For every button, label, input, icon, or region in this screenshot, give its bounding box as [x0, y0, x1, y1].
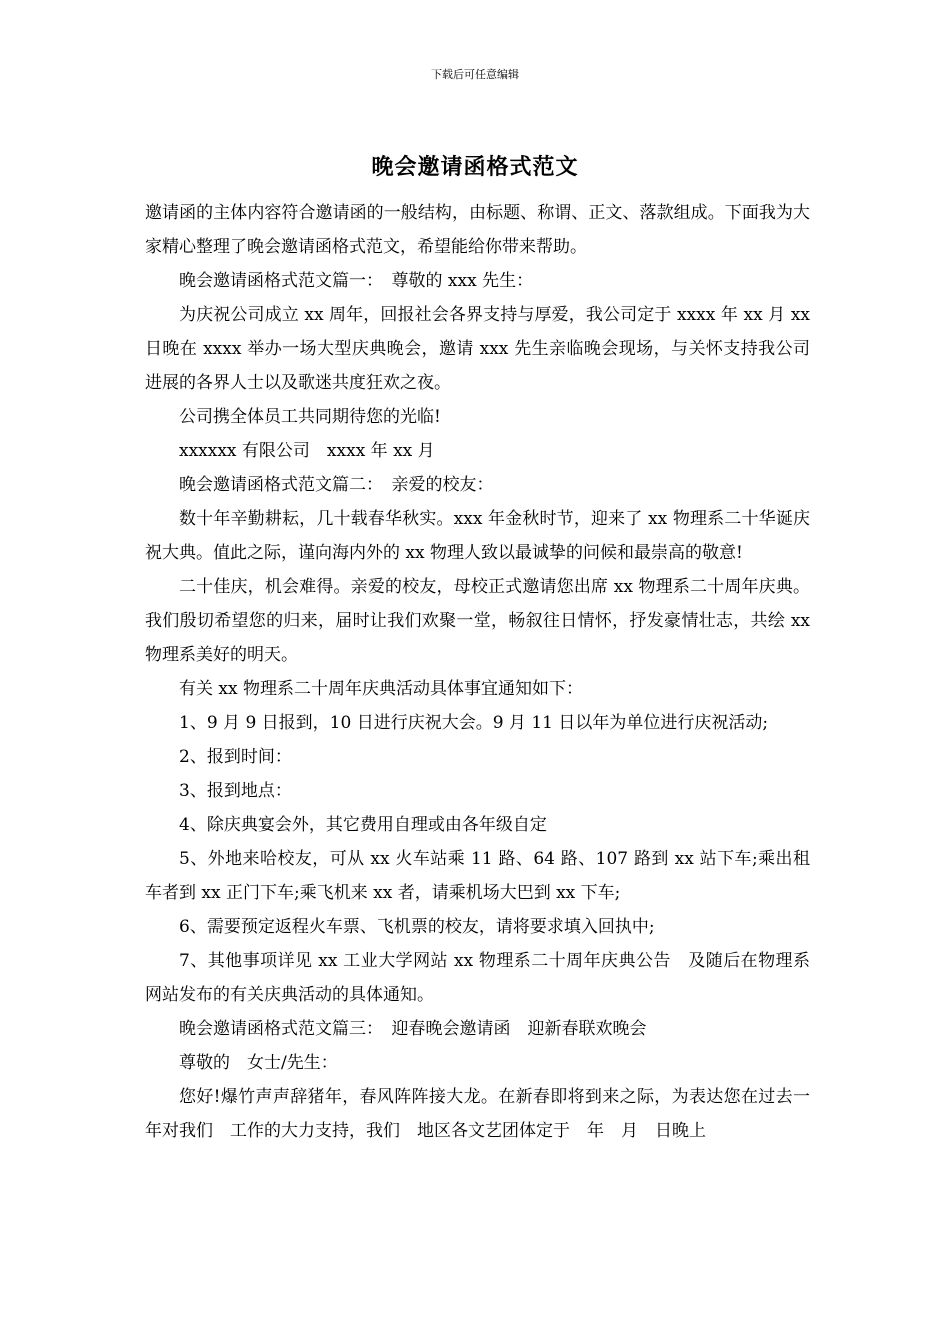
paragraph: 尊敬的 女士/先生：: [179, 1053, 338, 1073]
paragraph: 您好!爆竹声声辞猪年，春风阵阵接大龙。在新春即将到来之际，为表达您在过去一年对我们 工作的大力支持，我们 地区各文艺团体定于 年 月 日晚上: [145, 1087, 810, 1141]
paragraph: 二十佳庆，机会难得。亲爱的校友，母校正式邀请您出席 xx 物理系二十周年庆典。我们殷切希望您的归来，届时让我们欢聚一堂，畅叙往日情怀，抒发豪情壮志，共绘 xx 物理系美好的明天。: [145, 577, 810, 665]
list-item: 3、报到地点：: [179, 781, 292, 801]
list-item: 6、需要预定返程火车票、飞机票的校友，请将要求填入回执中;: [179, 917, 655, 937]
list-item: 2、报到时间：: [179, 747, 292, 767]
header-note: 下载后可任意编辑: [431, 68, 519, 81]
paragraph: 晚会邀请函格式范文篇二： 亲爱的校友：: [179, 475, 494, 495]
paragraph: 为庆祝公司成立 xx 周年，回报社会各界支持与厚爱，我公司定于 xxxx 年 xx 月 xx 日晚在 xxxx 举办一场大型庆典晚会，邀请 xxx 先生亲临晚会现场，与关怀支持我公司进展的各界人士以及歌迷共度狂欢之夜。: [145, 305, 810, 393]
list-item: 5、外地来哈校友，可从 xx 火车站乘 11 路、64 路、107 路到 xx 站下车;乘出租车者到 xx 正门下车;乘飞机来 xx 者，请乘机场大巴到 xx 下车;: [145, 849, 810, 903]
paragraph: 公司携全体员工共同期待您的光临!: [179, 407, 441, 427]
paragraph: 晚会邀请函格式范文篇三： 迎春晚会邀请函 迎新春联欢晚会: [179, 1019, 647, 1039]
paragraph: 邀请函的主体内容符合邀请函的一般结构，由标题、称谓、正文、落款组成。下面我为大家精心整理了晚会邀请函格式范文，希望能给你带来帮助。: [145, 203, 810, 257]
document-title: 晚会邀请函格式范文: [371, 154, 579, 180]
paragraph: xxxxxx 有限公司 xxxx 年 xx 月: [179, 441, 435, 461]
list-item: 4、除庆典宴会外，其它费用自理或由各年级自定: [179, 815, 547, 835]
paragraph: 有关 xx 物理系二十周年庆典活动具体事宜通知如下：: [179, 679, 583, 699]
paragraph: 晚会邀请函格式范文篇一： 尊敬的 xxx 先生：: [179, 271, 534, 291]
list-item: 1、9 月 9 日报到，10 日进行庆祝大会。9 月 11 日以年为单位进行庆祝活动;: [179, 713, 769, 733]
document-body: [145, 196, 810, 1148]
list-item: 7、其他事项详见 xx 工业大学网站 xx 物理系二十周年庆典公告 及随后在物理系网站发布的有关庆典活动的具体通知。: [145, 951, 810, 1005]
paragraph: 数十年辛勤耕耘，几十载春华秋实。xxx 年金秋时节，迎来了 xx 物理系二十华诞庆祝大典。值此之际，谨向海内外的 xx 物理人致以最诚挚的问候和最崇高的敬意!: [145, 509, 810, 563]
